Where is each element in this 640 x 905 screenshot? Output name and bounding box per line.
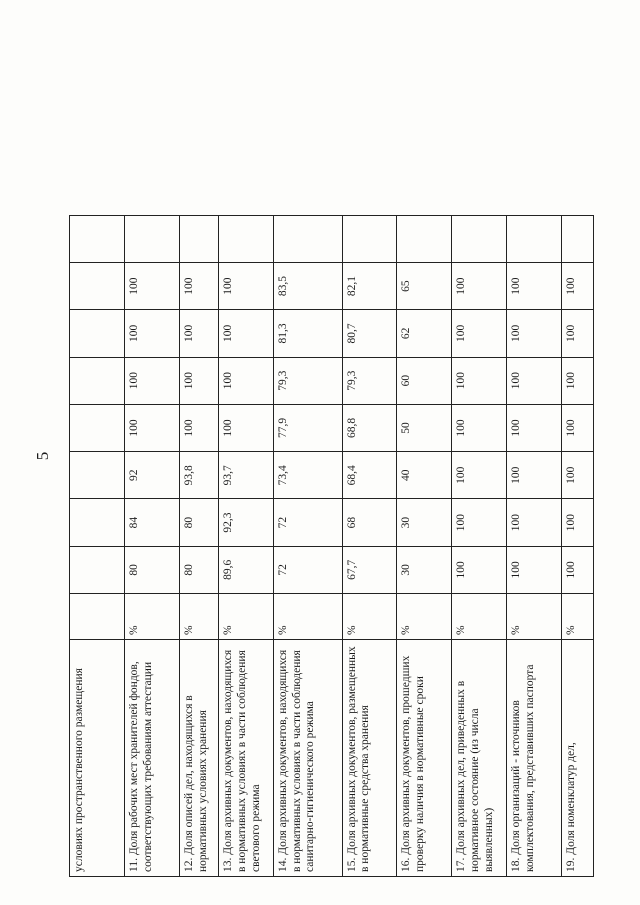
indicator-value: 100 bbox=[218, 310, 273, 357]
indicator-value: 80 bbox=[179, 546, 218, 593]
indicator-unit: % bbox=[273, 594, 342, 640]
table-row bbox=[218, 215, 273, 876]
indicator-value: 100 bbox=[507, 404, 562, 451]
indicator-value bbox=[70, 357, 125, 404]
indicator-value: 80 bbox=[124, 546, 179, 593]
indicator-value bbox=[70, 546, 125, 593]
indicator-value: 100 bbox=[562, 499, 594, 546]
indicator-value: 92,3 bbox=[218, 499, 273, 546]
indicator-value: 100 bbox=[562, 357, 594, 404]
indicator-value: 82,1 bbox=[342, 262, 397, 309]
indicator-value: 100 bbox=[452, 262, 507, 309]
indicator-value: 100 bbox=[452, 404, 507, 451]
indicator-value: 68,4 bbox=[342, 452, 397, 499]
table-row bbox=[124, 215, 179, 876]
indicator-label: 11. Доля рабочих мест хранителей фондов, соответствующих требованиям аттестации bbox=[124, 640, 179, 877]
indicator-unit: % bbox=[218, 594, 273, 640]
indicator-value: 100 bbox=[452, 452, 507, 499]
indicator-label: условиях пространственного размещения bbox=[70, 640, 125, 877]
table-row bbox=[562, 215, 594, 876]
indicator-unit: % bbox=[562, 594, 594, 640]
table-row bbox=[507, 215, 562, 876]
indicator-value: 100 bbox=[124, 310, 179, 357]
indicator-label: 19. Доля номенклатур дел, bbox=[562, 640, 594, 877]
table-row bbox=[273, 215, 342, 876]
table-row bbox=[342, 215, 397, 876]
indicator-value: 81,3 bbox=[273, 310, 342, 357]
indicator-value: 100 bbox=[507, 262, 562, 309]
indicator-value: 100 bbox=[562, 452, 594, 499]
indicator-value: 40 bbox=[397, 452, 452, 499]
indicator-value bbox=[179, 215, 218, 262]
indicator-value: 100 bbox=[218, 262, 273, 309]
indicator-label: 13. Доля архивных документов, находящихся в нормативных условиях в части соблюдения светового режима bbox=[218, 640, 273, 877]
indicator-value: 68,8 bbox=[342, 404, 397, 451]
indicator-value: 100 bbox=[562, 262, 594, 309]
indicator-unit: % bbox=[507, 594, 562, 640]
indicator-value: 100 bbox=[452, 357, 507, 404]
indicator-value bbox=[218, 215, 273, 262]
indicator-unit: % bbox=[342, 594, 397, 640]
indicator-value bbox=[124, 215, 179, 262]
indicator-value: 79,3 bbox=[342, 357, 397, 404]
indicator-unit: % bbox=[397, 594, 452, 640]
indicator-value: 83,5 bbox=[273, 262, 342, 309]
indicator-value: 67,7 bbox=[342, 546, 397, 593]
indicator-unit bbox=[70, 594, 125, 640]
indicator-value: 100 bbox=[507, 452, 562, 499]
indicator-value: 100 bbox=[124, 357, 179, 404]
indicator-unit: % bbox=[452, 594, 507, 640]
table-row bbox=[452, 215, 507, 876]
indicator-value: 77,9 bbox=[273, 404, 342, 451]
indicator-label: 14. Доля архивных документов, находящихся в нормативных условиях в части соблюдения санитарно-гигиенического режима bbox=[273, 640, 342, 877]
indicator-label: 17. Доля архивных дел, приведенных в нормативное состояние (из числа выявленных) bbox=[452, 640, 507, 877]
indicator-value bbox=[70, 404, 125, 451]
indicator-value: 100 bbox=[452, 546, 507, 593]
indicator-unit: % bbox=[124, 594, 179, 640]
indicator-value: 100 bbox=[179, 357, 218, 404]
indicator-value bbox=[70, 310, 125, 357]
indicator-unit: % bbox=[179, 594, 218, 640]
indicator-value bbox=[70, 215, 125, 262]
indicator-value: 62 bbox=[397, 310, 452, 357]
indicator-value bbox=[70, 452, 125, 499]
indicator-value bbox=[397, 215, 452, 262]
table-row bbox=[179, 215, 218, 876]
indicator-value: 93,7 bbox=[218, 452, 273, 499]
indicator-value: 60 bbox=[397, 357, 452, 404]
indicator-value: 30 bbox=[397, 499, 452, 546]
indicator-value: 100 bbox=[218, 357, 273, 404]
indicator-value: 73,4 bbox=[273, 452, 342, 499]
indicator-value bbox=[342, 215, 397, 262]
indicator-value: 72 bbox=[273, 546, 342, 593]
indicator-value: 100 bbox=[124, 404, 179, 451]
indicator-label: 18. Доля организаций - источников комплектования, представивших паспорта bbox=[507, 640, 562, 877]
indicator-value bbox=[70, 262, 125, 309]
indicator-value bbox=[273, 215, 342, 262]
table-row bbox=[397, 215, 452, 876]
indicator-value bbox=[452, 215, 507, 262]
indicator-value: 92 bbox=[124, 452, 179, 499]
indicator-value: 100 bbox=[507, 499, 562, 546]
indicator-value: 84 bbox=[124, 499, 179, 546]
indicator-value: 79,3 bbox=[273, 357, 342, 404]
indicator-value: 100 bbox=[452, 310, 507, 357]
indicator-value: 80,7 bbox=[342, 310, 397, 357]
indicator-value: 30 bbox=[397, 546, 452, 593]
indicator-label: 15. Доля архивных документов, размещенных в нормативные средства хранения bbox=[342, 640, 397, 877]
indicator-value: 100 bbox=[179, 262, 218, 309]
indicator-value: 65 bbox=[397, 262, 452, 309]
indicator-label: 12. Доля описей дел, находящихся в нормативных условиях хранения bbox=[179, 640, 218, 877]
indicator-value: 100 bbox=[507, 310, 562, 357]
indicator-value bbox=[562, 215, 594, 262]
indicators-table bbox=[69, 215, 594, 877]
table-row bbox=[70, 215, 125, 876]
indicator-value: 80 bbox=[179, 499, 218, 546]
indicator-value bbox=[507, 215, 562, 262]
indicator-value: 100 bbox=[179, 404, 218, 451]
indicator-value: 50 bbox=[397, 404, 452, 451]
indicator-value: 100 bbox=[218, 404, 273, 451]
indicator-value: 72 bbox=[273, 499, 342, 546]
indicator-value: 100 bbox=[452, 499, 507, 546]
indicator-value: 100 bbox=[562, 310, 594, 357]
indicator-value: 100 bbox=[507, 546, 562, 593]
indicator-value: 93,8 bbox=[179, 452, 218, 499]
indicator-value: 89,6 bbox=[218, 546, 273, 593]
indicator-value: 100 bbox=[507, 357, 562, 404]
indicator-value bbox=[70, 499, 125, 546]
indicator-value: 100 bbox=[124, 262, 179, 309]
table-container bbox=[69, 263, 640, 872]
indicator-label: 16. Доля архивных документов, прошедших проверку наличия в нормативные сроки bbox=[397, 640, 452, 877]
indicator-value: 68 bbox=[342, 499, 397, 546]
indicator-value: 100 bbox=[562, 546, 594, 593]
indicator-value: 100 bbox=[562, 404, 594, 451]
page-number: 5 bbox=[33, 451, 52, 461]
indicator-value: 100 bbox=[179, 310, 218, 357]
